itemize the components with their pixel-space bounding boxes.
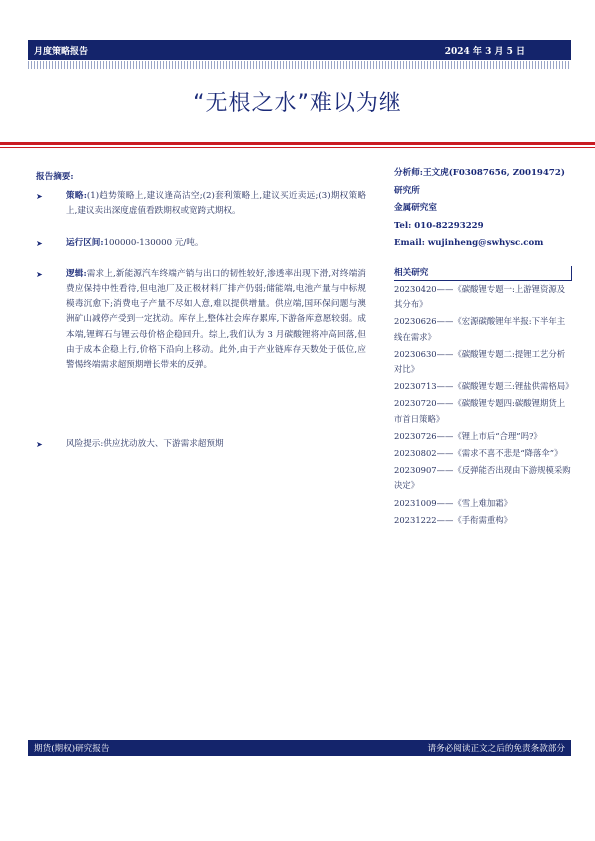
related-item[interactable]: 20230802——《需求不喜不悲是“降落伞”》 (394, 448, 563, 459)
arrow-bullet-icon: ➤ (36, 192, 43, 202)
range-text: 100000-130000 元/吨。 (103, 237, 204, 248)
strategy-label: 策略: (66, 191, 87, 202)
related-item[interactable]: 20230630——《碳酸锂专题二:提锂工艺分析对比》 (394, 348, 566, 375)
strategy-item (36, 189, 366, 219)
analyst-info (394, 165, 574, 253)
analyst-dept: 研究所 (394, 185, 420, 196)
related-item[interactable]: 20230626——《宏源碳酸锂年半报:下半年主线在需求》 (394, 316, 566, 342)
related-research-list (394, 282, 574, 530)
arrow-bullet-icon: ➤ (36, 269, 43, 279)
related-item[interactable]: 20230907——《反弹能否出现由下游规模采购决定》 (394, 465, 571, 491)
footer-bar (28, 740, 571, 756)
related-item[interactable]: 20231009——《雪上难加霜》 (394, 497, 513, 508)
arrow-bullet-icon: ➤ (36, 238, 43, 248)
summary-heading: 报告摘要: (36, 172, 74, 182)
logic-text: 需求上,新能源汽车终端产销与出口的韧性较好,渗透率出现下滑,对终端消费应保持中性看待,但电池厂及正极材料厂排产仍弱;储能端,电池产量与中标规模毒沉愈下;消费电子产量不尽如人意,难以提供增量。供应端,国环保问题与澳洲矿山减停产受到一定扰动。库存上,整体社会库存累库,下游备库意愿较弱。成本端,锂辉石与锂云母价格企稳回升。综上,我们认为 3 月碳酸锂将冲高回落,但由于成本企稳上行,价格下沿向上移动。此外,由于产业链库存天数处于低位,应警惕终端需求超预期增长带来的反弹。 (66, 268, 366, 371)
page-title: “无根之水”难以为继 (193, 91, 402, 116)
related-item[interactable]: 20230713——《碳酸锂专题三:锂盐供需格局》 (394, 381, 574, 392)
related-item[interactable]: 20230720——《碳酸锂专题四:碳酸锂期货上市首日策略》 (394, 398, 566, 424)
header-hatch-divider (28, 61, 571, 69)
header-bar (28, 40, 571, 60)
analyst-email[interactable]: Email: wujinheng@swhysc.com (394, 238, 544, 248)
related-research-heading: 相关研究 (394, 266, 572, 281)
related-item[interactable]: 20230420——《碳酸锂专题一:上游锂资源及其分布》 (394, 284, 566, 310)
title-divider (0, 142, 595, 145)
logic-label: 逻辑: (66, 268, 87, 279)
footer-disclaimer: 请务必阅读正文之后的免责条款部分 (427, 744, 565, 754)
related-item[interactable]: 20231222——《手衔需重构》 (394, 514, 513, 525)
title-divider-thin (0, 147, 595, 148)
range-label: 运行区间: (66, 237, 104, 248)
range-item (36, 236, 366, 251)
related-item[interactable]: 20230726——《锂上市后“合理”吗?》 (394, 430, 542, 441)
logic-item (36, 267, 366, 373)
report-date: 2024 年 3 月 5 日 (444, 47, 525, 57)
analyst-name: 分析师:王文虎(F03087656, Z0019472) (394, 168, 565, 178)
footer-report-type: 期货(期权)研究报告 (34, 744, 110, 754)
arrow-bullet-icon: ➤ (36, 440, 43, 450)
report-type: 月度策略报告 (34, 47, 89, 57)
risk-text: 风险提示:供应扰动放大、下游需求超预期 (66, 439, 224, 450)
analyst-tel: Tel: 010-82293229 (394, 220, 484, 231)
strategy-text: (1)趋势策略上,建议逢高沽空;(2)套利策略上,建议买近卖远;(3)期权策略上,建议卖出深度虚值看跌期权或宽跨式期权。 (66, 191, 366, 217)
summary-section (36, 170, 366, 452)
risk-item (36, 437, 366, 452)
analyst-office: 金属研究室 (394, 203, 437, 213)
